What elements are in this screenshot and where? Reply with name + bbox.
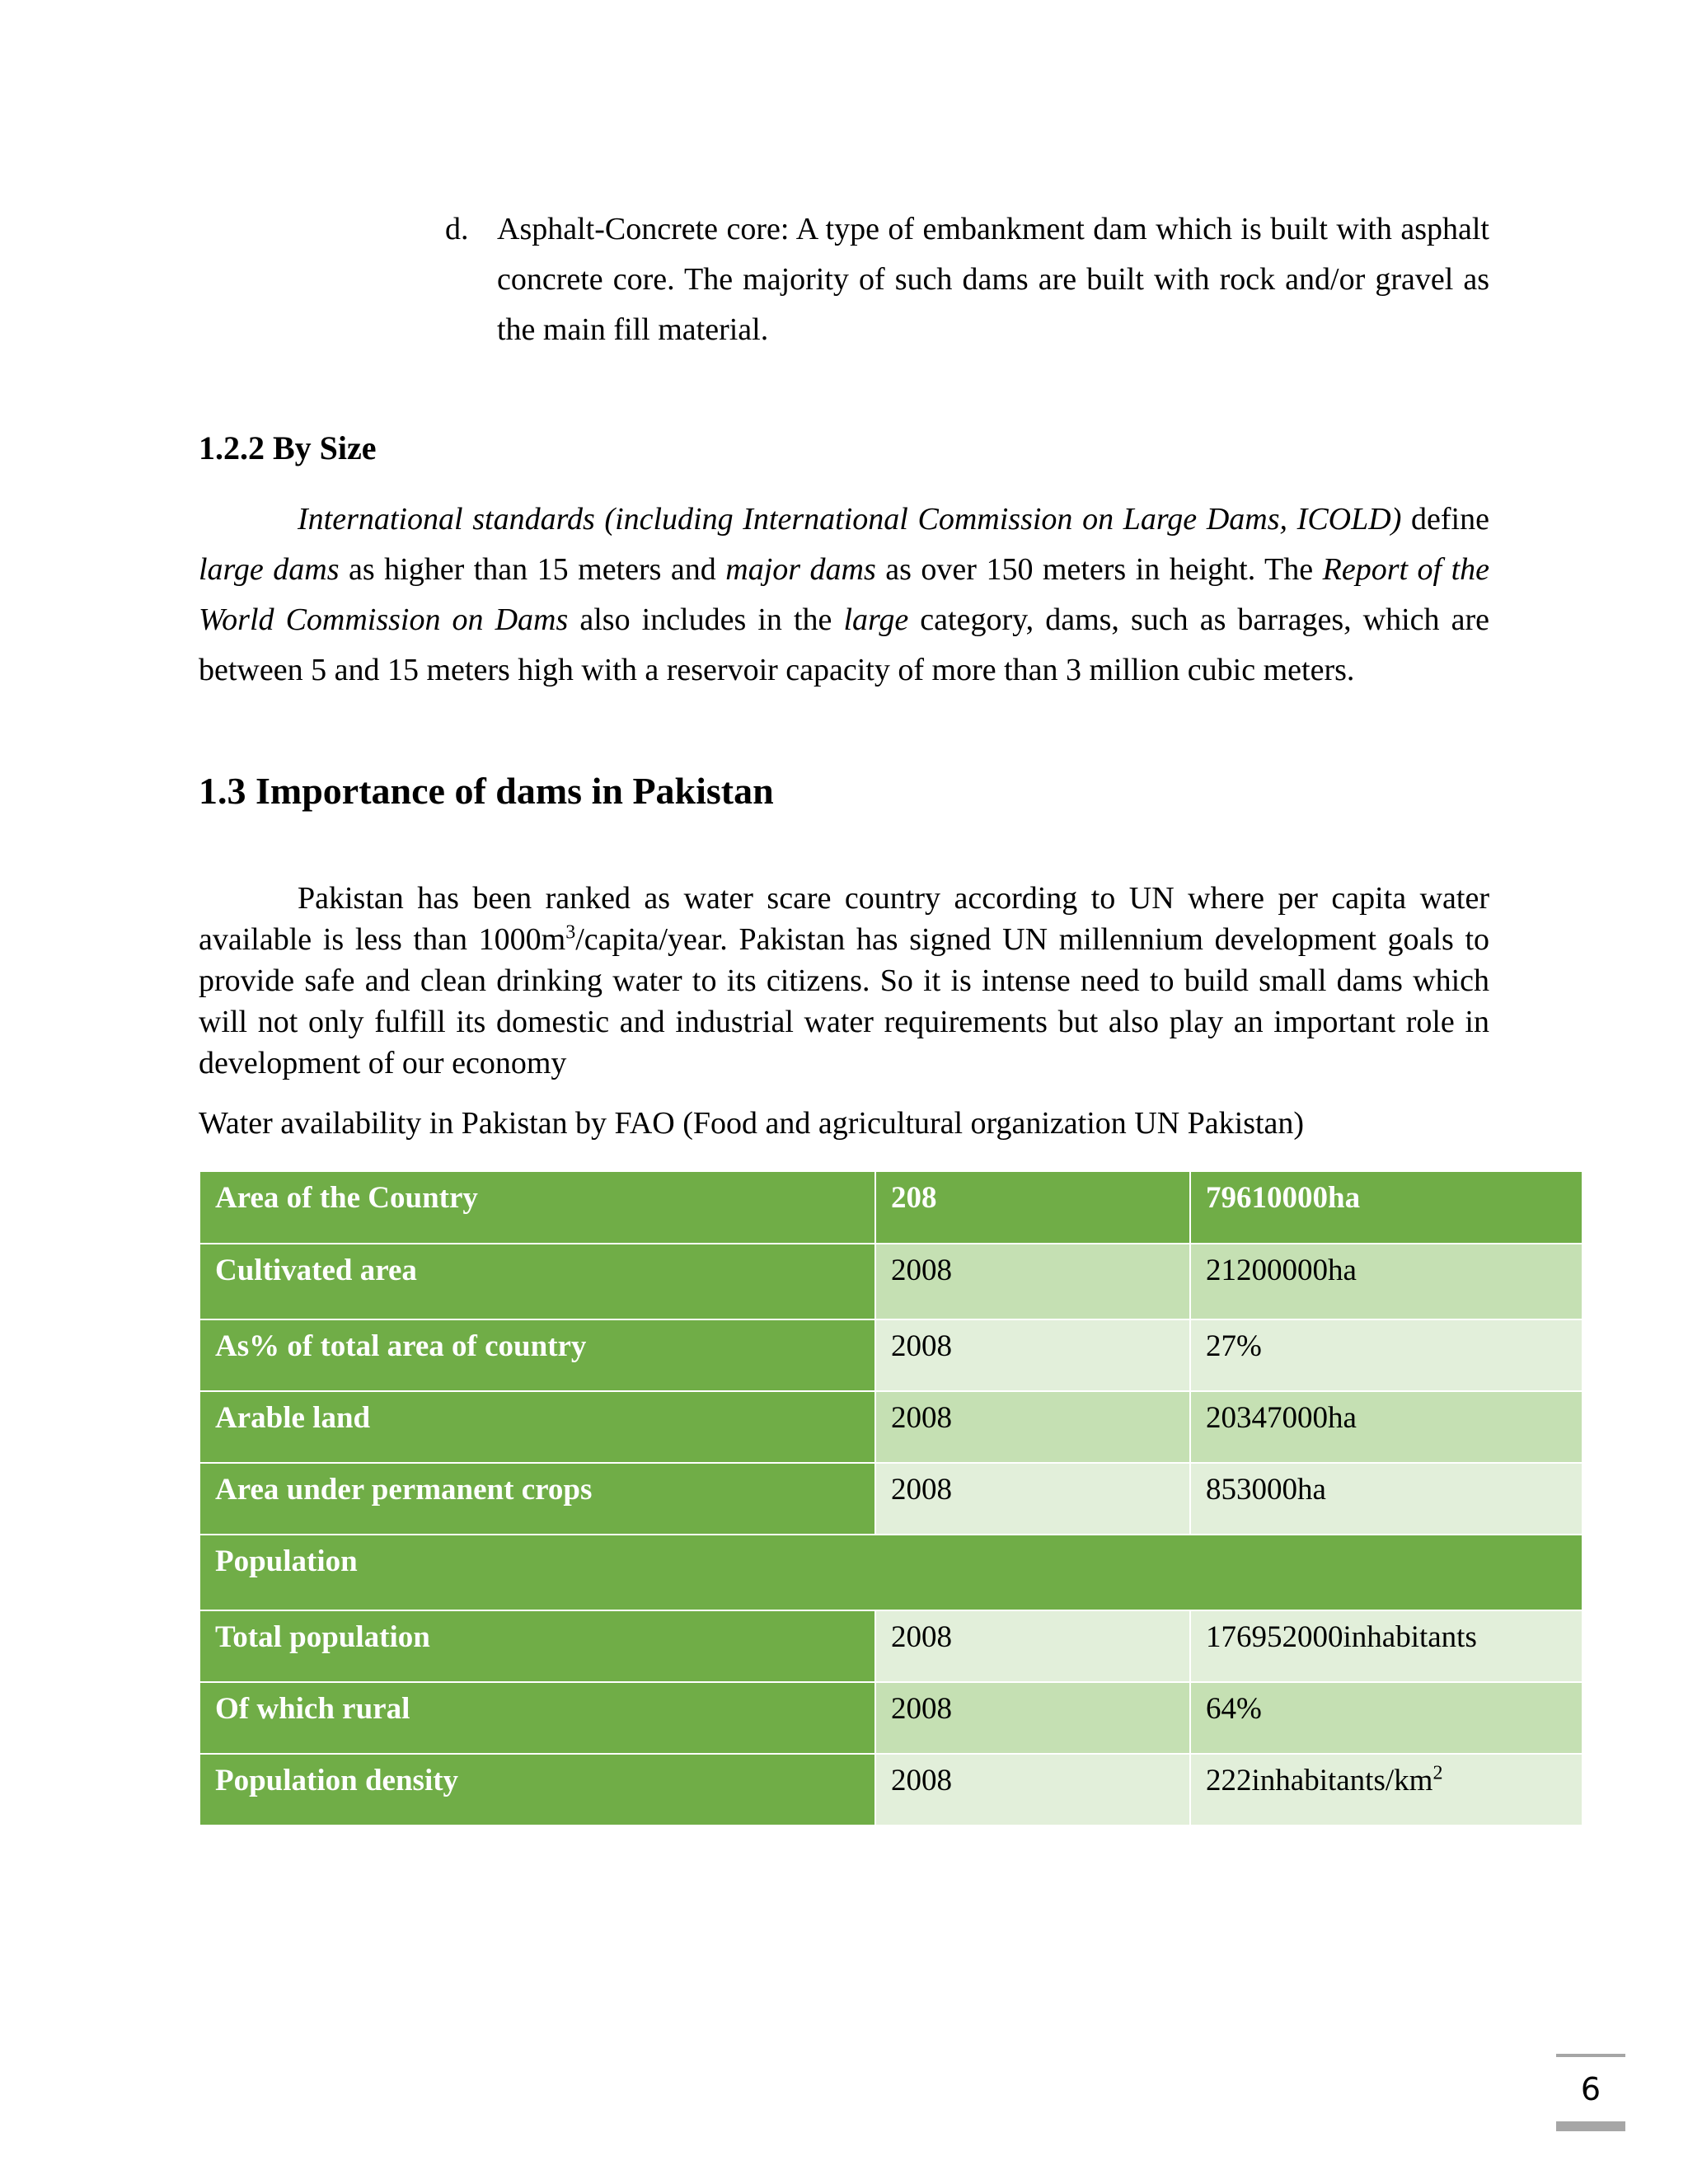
value-text: 222inhabitants/km: [1206, 1764, 1433, 1797]
cell-label: Area of the Country: [199, 1171, 875, 1244]
list-item-asphalt-concrete-core: [445, 204, 1489, 355]
list-item-text: Asphalt-Concrete core: A type of embankment dam which is built with asphalt concrete core. The majority of such dams are built with rock and/or gravel as the main fill material.: [497, 212, 1489, 347]
superscript: 2: [1432, 1762, 1443, 1784]
cell-label: Total population: [199, 1610, 875, 1682]
cell-label: Arable land: [199, 1391, 875, 1463]
cell-label: Cultivated area: [199, 1244, 875, 1319]
table-row: [199, 1244, 1582, 1319]
table-row: [199, 1391, 1582, 1463]
page-number-text: 6: [1580, 2071, 1601, 2107]
cell-value: 64%: [1190, 1682, 1582, 1754]
text-span: /capita/year. Pakistan has signed UN millennium development goals to provide safe and clean drinking water to its citizens. So it is intense need to build small dams which will not only fulfill its domestic and industrial water requirements but also play an important role in development of our economy: [199, 922, 1489, 1080]
text-major-dams: major dams: [725, 552, 876, 587]
cell-label: Population density: [199, 1754, 875, 1825]
paragraph-by-size: [199, 494, 1489, 696]
table-row: [199, 1754, 1582, 1825]
table-row: [199, 1463, 1582, 1535]
paragraph-importance: [199, 878, 1489, 1084]
cell-label: Of which rural: [199, 1682, 875, 1754]
text-report-title: Report of the World Commission on Dams: [199, 552, 1489, 637]
cell-label: As% of total area of country: [199, 1319, 875, 1391]
cell-value: 79610000ha: [1190, 1171, 1582, 1244]
superscript: 3: [565, 921, 576, 944]
cell-label: Area under permanent crops: [199, 1463, 875, 1535]
cell-section-label: Population: [199, 1535, 1582, 1610]
text-span: define: [1401, 502, 1489, 537]
list-marker: d.: [445, 212, 469, 246]
table-caption: Water availability in Pakistan by FAO (Food and agricultural organization UN Pakistan): [199, 1106, 1305, 1141]
water-availability-table: [199, 1170, 1583, 1826]
cell-value: 853000ha: [1190, 1463, 1582, 1535]
cell-year: 2008: [875, 1319, 1190, 1391]
text-span: as over 150 meters in height. The: [875, 552, 1323, 587]
cell-value: [1190, 1754, 1582, 1825]
cell-year: 2008: [875, 1754, 1190, 1825]
table-row: [199, 1171, 1582, 1244]
text-span: Pakistan has been ranked as water scare country according to UN where per capita water available is less than 1000m: [199, 881, 1489, 957]
cell-value: 21200000ha: [1190, 1244, 1582, 1319]
cell-year: 2008: [875, 1463, 1190, 1535]
cell-value: 176952000inhabitants: [1190, 1610, 1582, 1682]
page-number: [1556, 2054, 1625, 2131]
divider: [1556, 2121, 1625, 2131]
section-heading-importance: 1.3 Importance of dams in Pakistan: [199, 770, 774, 812]
text-international-standards: International standards (including International Commission on Large Dams, ICOLD): [298, 502, 1402, 537]
cell-year: 2008: [875, 1244, 1190, 1319]
cell-year: 2008: [875, 1610, 1190, 1682]
cell-year: 208: [875, 1171, 1190, 1244]
text-large-dams: large dams: [199, 552, 340, 587]
cell-year: 2008: [875, 1391, 1190, 1463]
cell-value: 20347000ha: [1190, 1391, 1582, 1463]
table-row: [199, 1610, 1582, 1682]
table-row: [199, 1319, 1582, 1391]
section-heading-by-size: 1.2.2 By Size: [199, 429, 377, 466]
cell-year: 2008: [875, 1682, 1190, 1754]
text-span: as higher than 15 meters and: [339, 552, 726, 587]
text-span: also includes in the: [568, 602, 844, 637]
table-row: [199, 1682, 1582, 1754]
table-row-section-population: [199, 1535, 1582, 1610]
text-large: large: [843, 602, 909, 637]
text-span: category, dams, such as barrages, which are between 5 and 15 meters high with a reservoir capacity of more than 3 million cubic meters.: [199, 602, 1489, 687]
cell-value: 27%: [1190, 1319, 1582, 1391]
